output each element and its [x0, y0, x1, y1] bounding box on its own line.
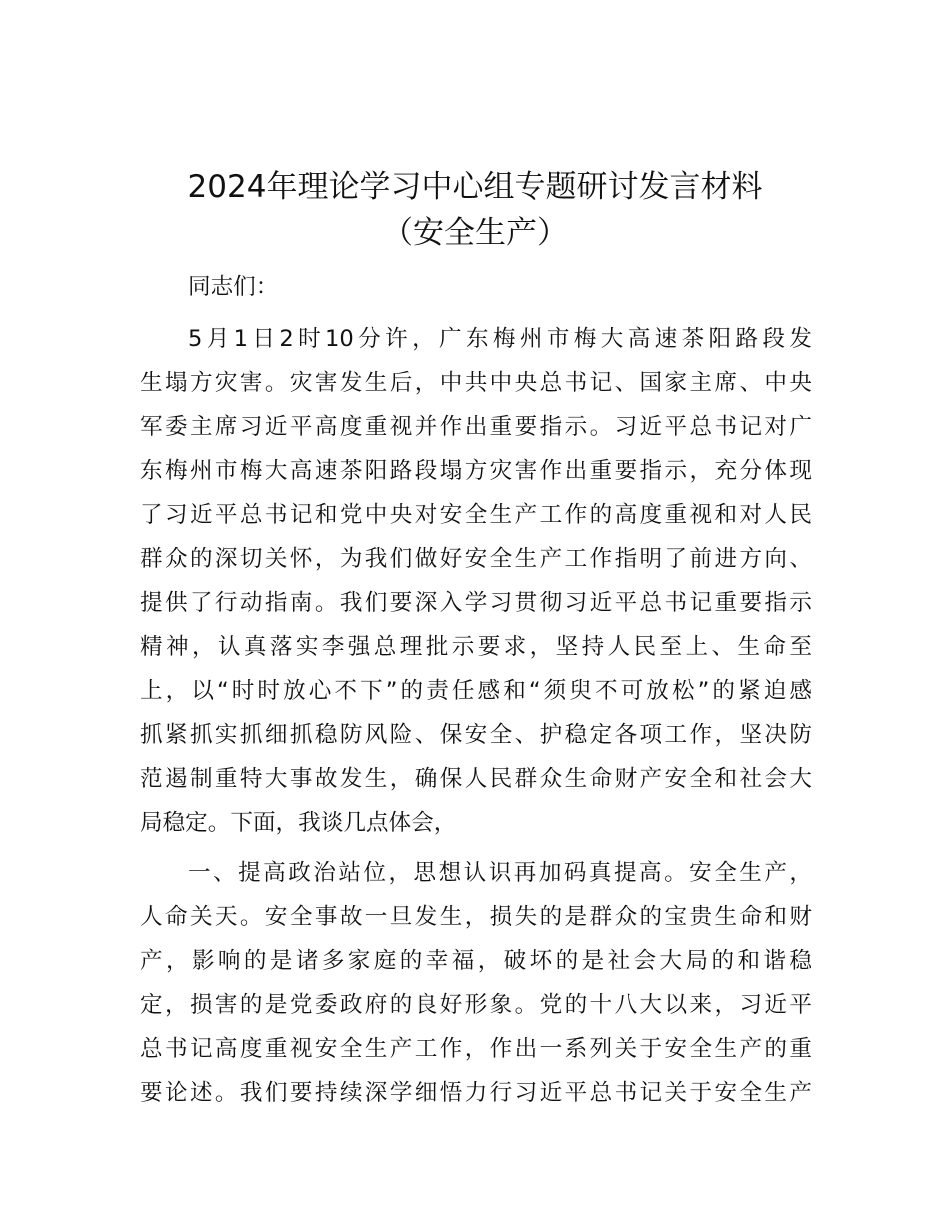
paragraph-line: 提供了行动指南。我们要深入学习贯彻习近平总书记重要指示 [140, 590, 812, 616]
paragraph-line: 产，影响的是诸多家庭的幸福，破坏的是社会大局的和谐稳 [140, 948, 812, 974]
paragraph-line: 抓紧抓实抓细抓稳防风险、保安全、护稳定各项工作，坚决防 [140, 722, 812, 748]
paragraph-line: 范遏制重特大事故发生，确保人民群众生命财产安全和社会大 [140, 766, 812, 792]
paragraph-line: 总书记高度重视安全生产工作，作出一系列关于安全生产的重 [140, 1036, 812, 1062]
paragraph-line: 人命关天。安全事故一旦发生，损失的是群众的宝贵生命和财 [140, 904, 812, 930]
paragraph-line: 要论述。我们要持续深学细悟力行习近平总书记关于安全生产 [140, 1080, 812, 1106]
document-subtitle: （安全生产） [382, 215, 568, 251]
paragraph-line: 精神，认真落实李强总理批示要求，坚持人民至上、生命至 [140, 634, 812, 660]
paragraph-line: 一、提高政治站位，思想认识再加码真提高。安全生产， [188, 860, 812, 886]
document-title: 2024年理论学习中心组专题研讨发言材料 [187, 169, 763, 205]
paragraph-line: 5月1日2时10分许，广东梅州市梅大高速茶阳路段发 [188, 326, 812, 352]
paragraph-line: 东梅州市梅大高速茶阳路段塌方灾害作出重要指示，充分体现 [140, 458, 812, 484]
paragraph-line: 军委主席习近平高度重视并作出重要指示。习近平总书记对广 [140, 414, 812, 440]
paragraph-line: 局稳定。下面，我谈几点体会， [140, 810, 457, 836]
paragraph-line: 了习近平总书记和党中央对安全生产工作的高度重视和对人民 [140, 502, 812, 528]
paragraph-line: 生塌方灾害。灾害发生后，中共中央总书记、国家主席、中央 [140, 370, 812, 396]
paragraph-line: 上，以“时时放心不下”的责任感和“须臾不可放松”的紧迫感 [140, 678, 812, 704]
greeting: 同志们： [188, 274, 279, 300]
paragraph-line: 定，损害的是党委政府的良好形象。党的十八大以来，习近平 [140, 992, 812, 1018]
paragraph-line: 群众的深切关怀，为我们做好安全生产工作指明了前进方向、 [140, 546, 812, 572]
